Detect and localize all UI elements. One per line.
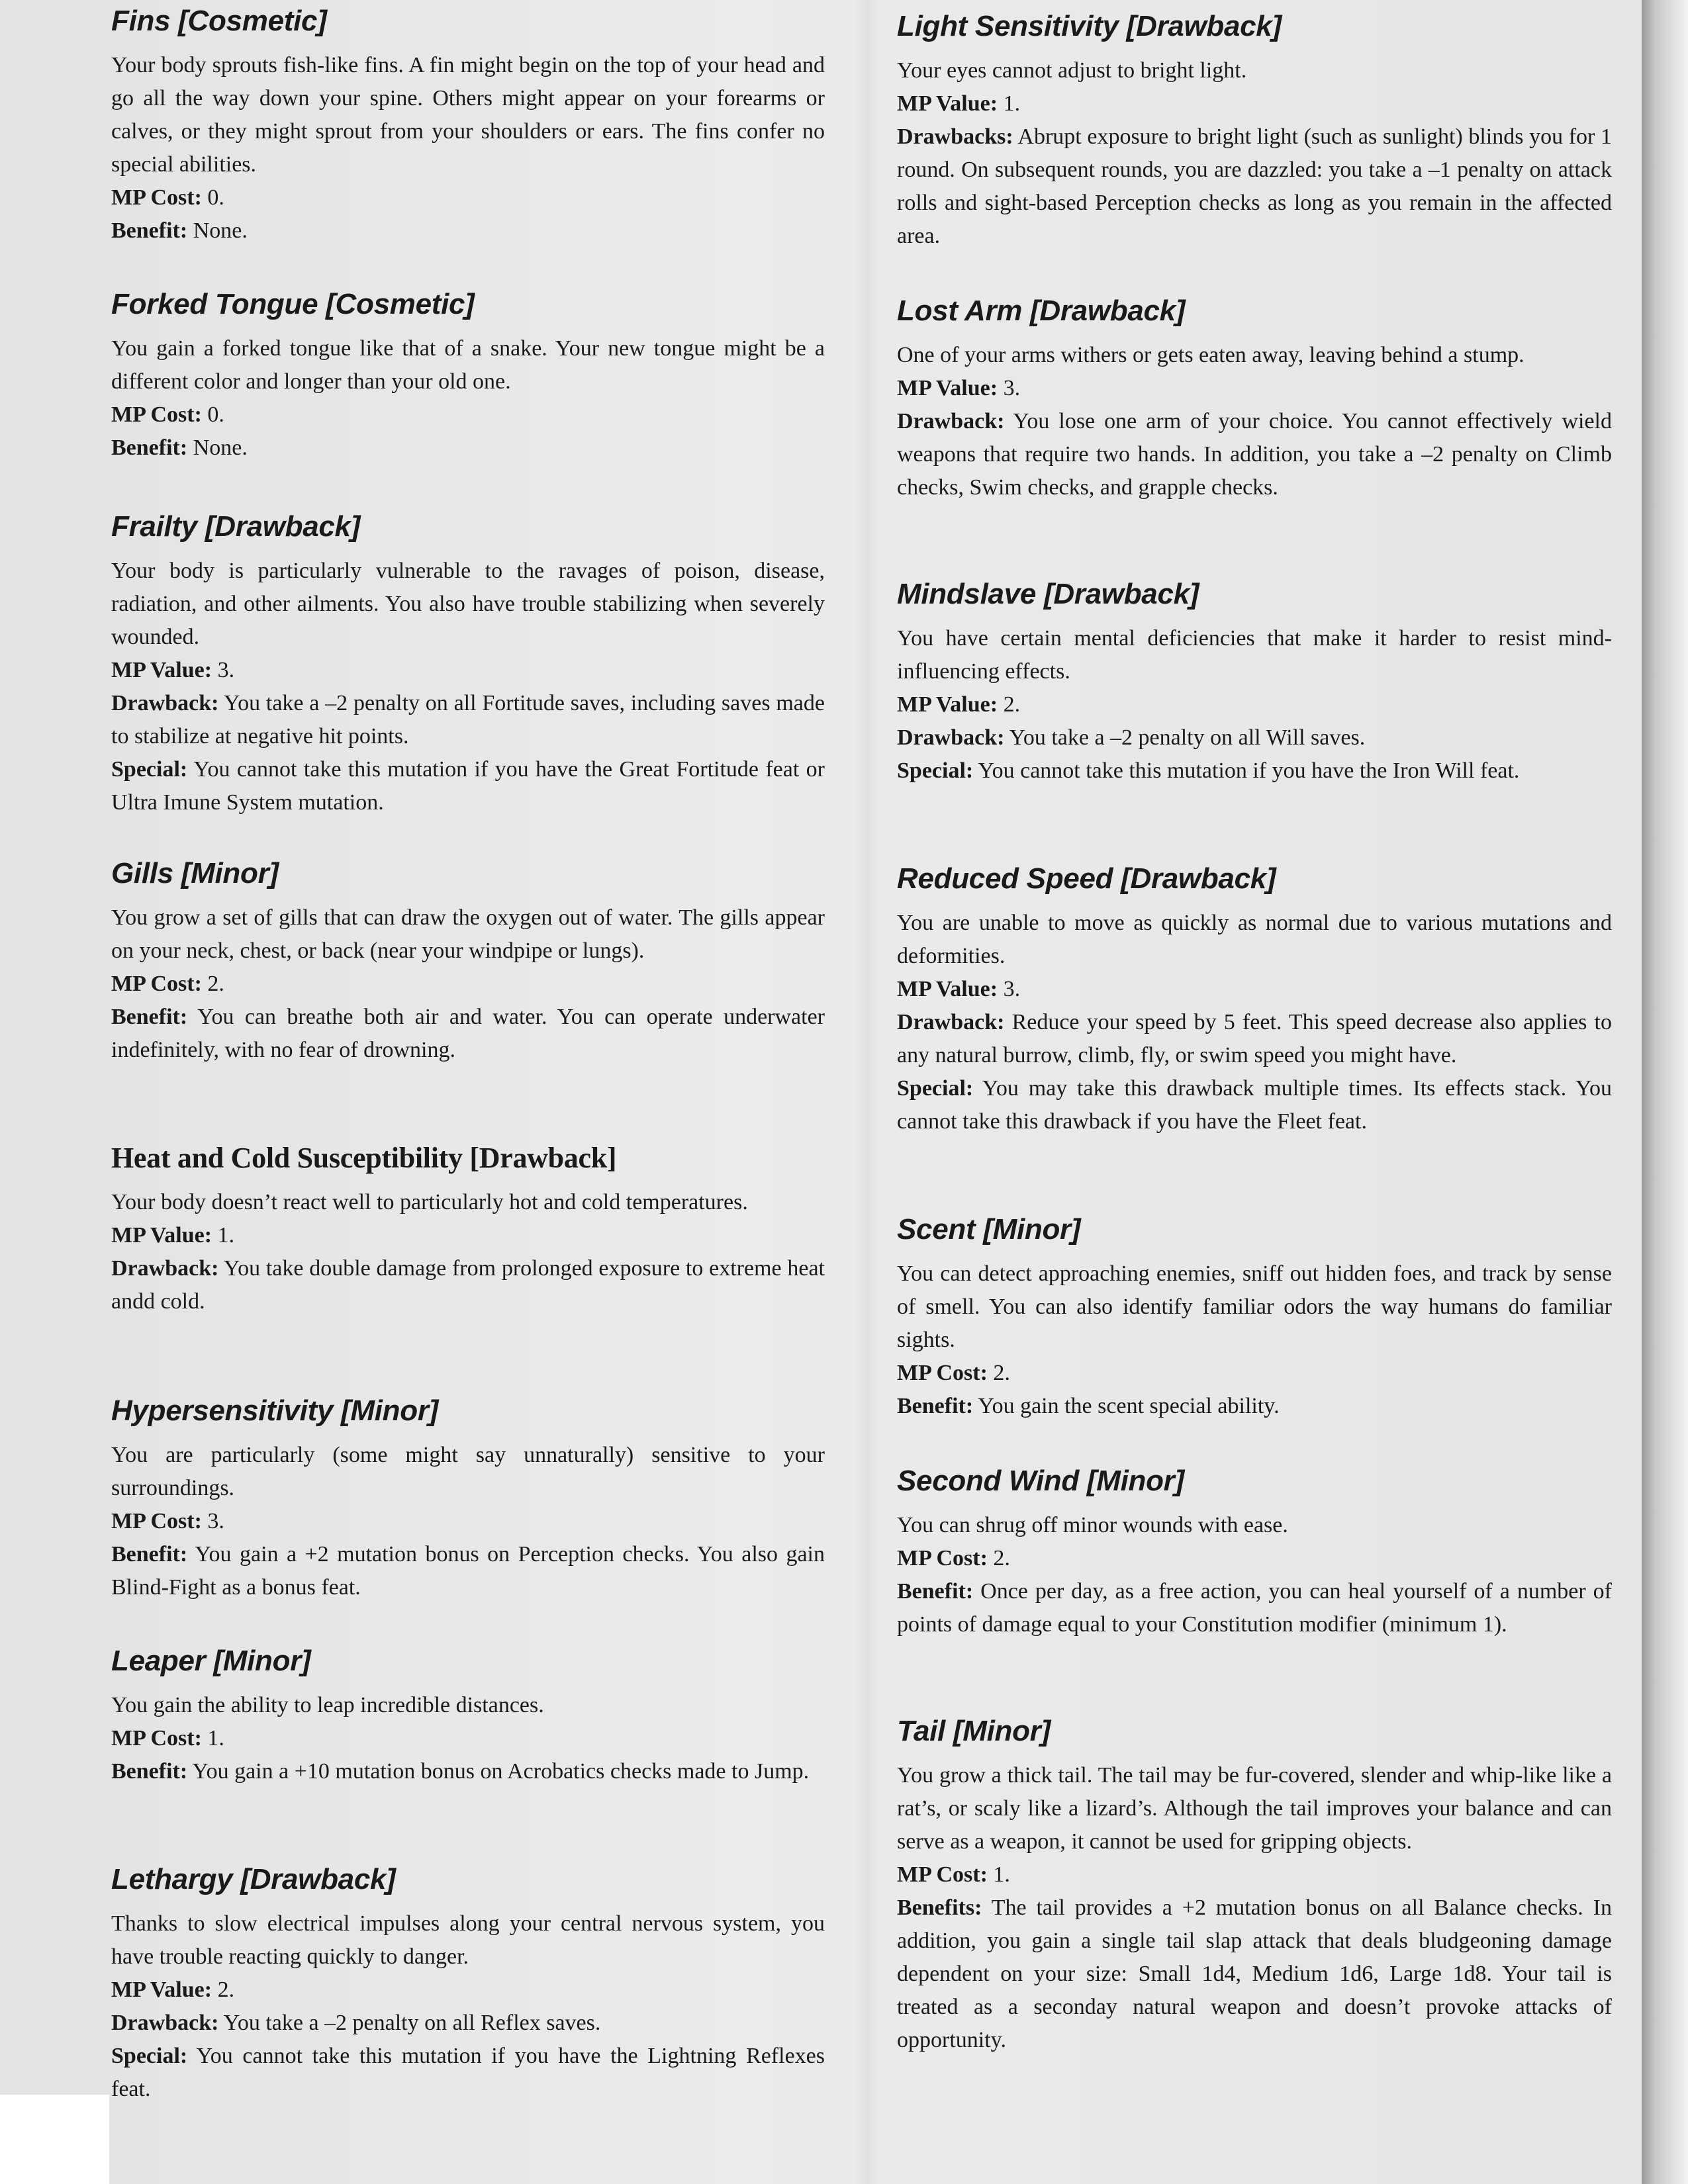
entry-reduced-speed — [897, 860, 1612, 1138]
entry-description: You grow a thick tail. The tail may be fur-covered, slender and whip-like like a rat’s, or scaly like a lizard’s. Although the tail improves your balance and can serve as a weapon, it cannot be used for gripping objects. — [897, 1763, 1612, 1854]
entry-title: Second Wind [Minor] — [897, 1465, 1184, 1497]
entry-field: Special: You cannot take this mutation if you have the Lightning Reflexes feat. — [111, 2044, 825, 2101]
entry-lethargy — [111, 1861, 825, 2106]
entry-description: You can shrug off minor wounds with ease. — [897, 1513, 1288, 1537]
entry-title: Heat and Cold Susceptibility [Drawback] — [111, 1142, 617, 1174]
entry-field: MP Cost: 2. — [897, 1361, 1010, 1385]
entry-field: Drawback: Reduce your speed by 5 feet. This speed decrease also applies to any natural burrow, climb, fly, or swim speed you might have. — [897, 1010, 1612, 1068]
entry-title: Leaper [Minor] — [111, 1645, 311, 1677]
entry-field: Benefit: You gain a +10 mutation bonus on Acrobatics checks made to Jump. — [111, 1759, 810, 1784]
entry-field: Drawback: You take double damage from prolonged exposure to extreme heat andd cold. — [111, 1256, 825, 1314]
entry-field: Drawback: You lose one arm of your choice. You cannot effectively wield weapons that require two hands. In addition, you take a –2 penalty on Climb checks, Swim checks, and grapple checks. — [897, 409, 1612, 500]
entry-field: Benefit: You gain a +2 mutation bonus on Perception checks. You also gain Blind-Fight as a bonus feat. — [111, 1542, 825, 1600]
entry-field: MP Value: 3. — [111, 658, 235, 682]
page-edge-shadow — [1642, 0, 1688, 2184]
entry-title: Fins [Cosmetic] — [111, 5, 327, 37]
entry-mindslave — [897, 576, 1612, 788]
entry-description: One of your arms withers or gets eaten away, leaving behind a stump. — [897, 343, 1524, 367]
entry-light-sensitivity — [897, 8, 1612, 253]
entry-title: Reduced Speed [Drawback] — [897, 862, 1276, 895]
entry-description: You can detect approaching enemies, sniff out hidden foes, and track by sense of smell. You can also identify familiar odors the way humans do familiar sights. — [897, 1261, 1612, 1352]
entry-description: Your body doesn’t react well to particularly hot and cold temperatures. — [111, 1190, 748, 1214]
entry-field: Special: You may take this drawback multiple times. Its effects stack. You cannot take this drawback if you have the Fleet feat. — [897, 1076, 1612, 1134]
entry-field: Benefit: None. — [111, 218, 248, 243]
entry-field: MP Cost: 0. — [111, 185, 224, 210]
entry-field: MP Cost: 2. — [111, 972, 224, 996]
entry-description: You grow a set of gills that can draw the oxygen out of water. The gills appear on your neck, chest, or back (near your windpipe or lungs). — [111, 905, 825, 963]
scan-corner — [0, 2095, 109, 2184]
entry-description: You are particularly (some might say unnaturally) sensitive to your surroundings. — [111, 1443, 825, 1500]
entry-field: MP Value: 1. — [111, 1223, 235, 1248]
entry-heat-cold — [111, 1140, 825, 1318]
right-column — [897, 0, 1612, 2184]
entry-field: MP Value: 3. — [897, 376, 1021, 400]
entry-frailty — [111, 508, 825, 819]
entry-title: Lost Arm [Drawback] — [897, 295, 1186, 327]
entry-title: Frailty [Drawback] — [111, 510, 361, 543]
entry-fins — [111, 3, 825, 248]
entry-field: MP Cost: 1. — [897, 1862, 1010, 1887]
entry-hypersensitivity — [111, 1392, 825, 1604]
entry-field: Benefits: The tail provides a +2 mutation bonus on all Balance checks. In addition, you gain a single tail slap attack that deals bludgeoning damage dependent on your size: Small 1d4, Medium 1d6, Large 1d8. Your tail is treated as a seconday natural weapon and doesn’t provoke attacks of opportunity. — [897, 1895, 1612, 2052]
entry-gills — [111, 855, 825, 1067]
entry-field: Drawback: You take a –2 penalty on all Will saves. — [897, 725, 1366, 750]
entry-field: Drawback: You take a –2 penalty on all Fortitude saves, including saves made to stabilize at negative hit points. — [111, 691, 825, 749]
entry-field: MP Value: 3. — [897, 977, 1021, 1001]
entry-description: You have certain mental deficiencies that make it harder to resist mind-influencing effects. — [897, 626, 1612, 684]
entry-title: Hypersensitivity [Minor] — [111, 1394, 439, 1427]
entry-field: Benefit: Once per day, as a free action, you can heal yourself of a number of points of damage equal to your Constitution modifier (minimum 1). — [897, 1579, 1612, 1637]
entry-field: MP Value: 2. — [897, 692, 1021, 717]
entry-title: Forked Tongue [Cosmetic] — [111, 288, 475, 320]
entry-lost-arm — [897, 293, 1612, 504]
entry-description: Thanks to slow electrical impulses along your central nervous system, you have trouble reacting quickly to danger. — [111, 1911, 825, 1969]
entry-field: MP Value: 1. — [897, 91, 1021, 116]
entry-description: You are unable to move as quickly as normal due to various mutations and deformities. — [897, 911, 1612, 968]
left-column — [111, 0, 825, 2184]
entry-second-wind — [897, 1463, 1612, 1641]
entry-field: Benefit: You gain the scent special ability. — [897, 1394, 1280, 1418]
entry-description: Your eyes cannot adjust to bright light. — [897, 58, 1247, 83]
entry-field: MP Cost: 2. — [897, 1546, 1010, 1570]
entry-field: Benefit: You can breathe both air and water. You can operate underwater indefinitely, with no fear of drowning. — [111, 1005, 825, 1062]
entry-forked-tongue — [111, 286, 825, 465]
entry-title: Gills [Minor] — [111, 857, 279, 889]
entry-field: Special: You cannot take this mutation if you have the Iron Will feat. — [897, 758, 1520, 783]
entry-title: Scent [Minor] — [897, 1213, 1081, 1246]
entry-description: You gain the ability to leap incredible distances. — [111, 1693, 544, 1717]
entry-scent — [897, 1211, 1612, 1423]
entry-description: You gain a forked tongue like that of a snake. Your new tongue might be a different color and longer than your old one. — [111, 336, 825, 394]
entry-title: Lethargy [Drawback] — [111, 1863, 396, 1895]
entry-leaper — [111, 1643, 825, 1788]
entry-field: MP Cost: 3. — [111, 1509, 224, 1533]
entry-title: Tail [Minor] — [897, 1715, 1051, 1747]
entry-tail — [897, 1713, 1612, 2057]
entry-field: Drawback: You take a –2 penalty on all Reflex saves. — [111, 2011, 601, 2035]
entry-field: Benefit: None. — [111, 435, 248, 460]
entry-field: Special: You cannot take this mutation if you have the Great Fortitude feat or Ultra Imune System mutation. — [111, 757, 825, 815]
entry-field: MP Cost: 1. — [111, 1726, 224, 1751]
page-gutter — [854, 0, 880, 2184]
entry-title: Mindslave [Drawback] — [897, 578, 1199, 610]
entry-field: MP Cost: 0. — [111, 402, 224, 427]
entry-title: Light Sensitivity [Drawback] — [897, 10, 1282, 42]
entry-field: Drawbacks: Abrupt exposure to bright light (such as sunlight) blinds you for 1 round. On subsequent rounds, you are dazzled: you take a –1 penalty on attack rolls and sight-based Perception checks as long as you remain in the affected area. — [897, 124, 1612, 248]
entry-description: Your body is particularly vulnerable to the ravages of poison, disease, radiation, and other ailments. You also have trouble stabilizing when severely wounded. — [111, 559, 825, 649]
entry-field: MP Value: 2. — [111, 1978, 235, 2002]
entry-description: Your body sprouts fish-like fins. A fin might begin on the top of your head and go all the way down your spine. Others might appear on your forearms or calves, or they might sprout from your shoulders or ears. The fins confer no special abilities. — [111, 53, 825, 177]
